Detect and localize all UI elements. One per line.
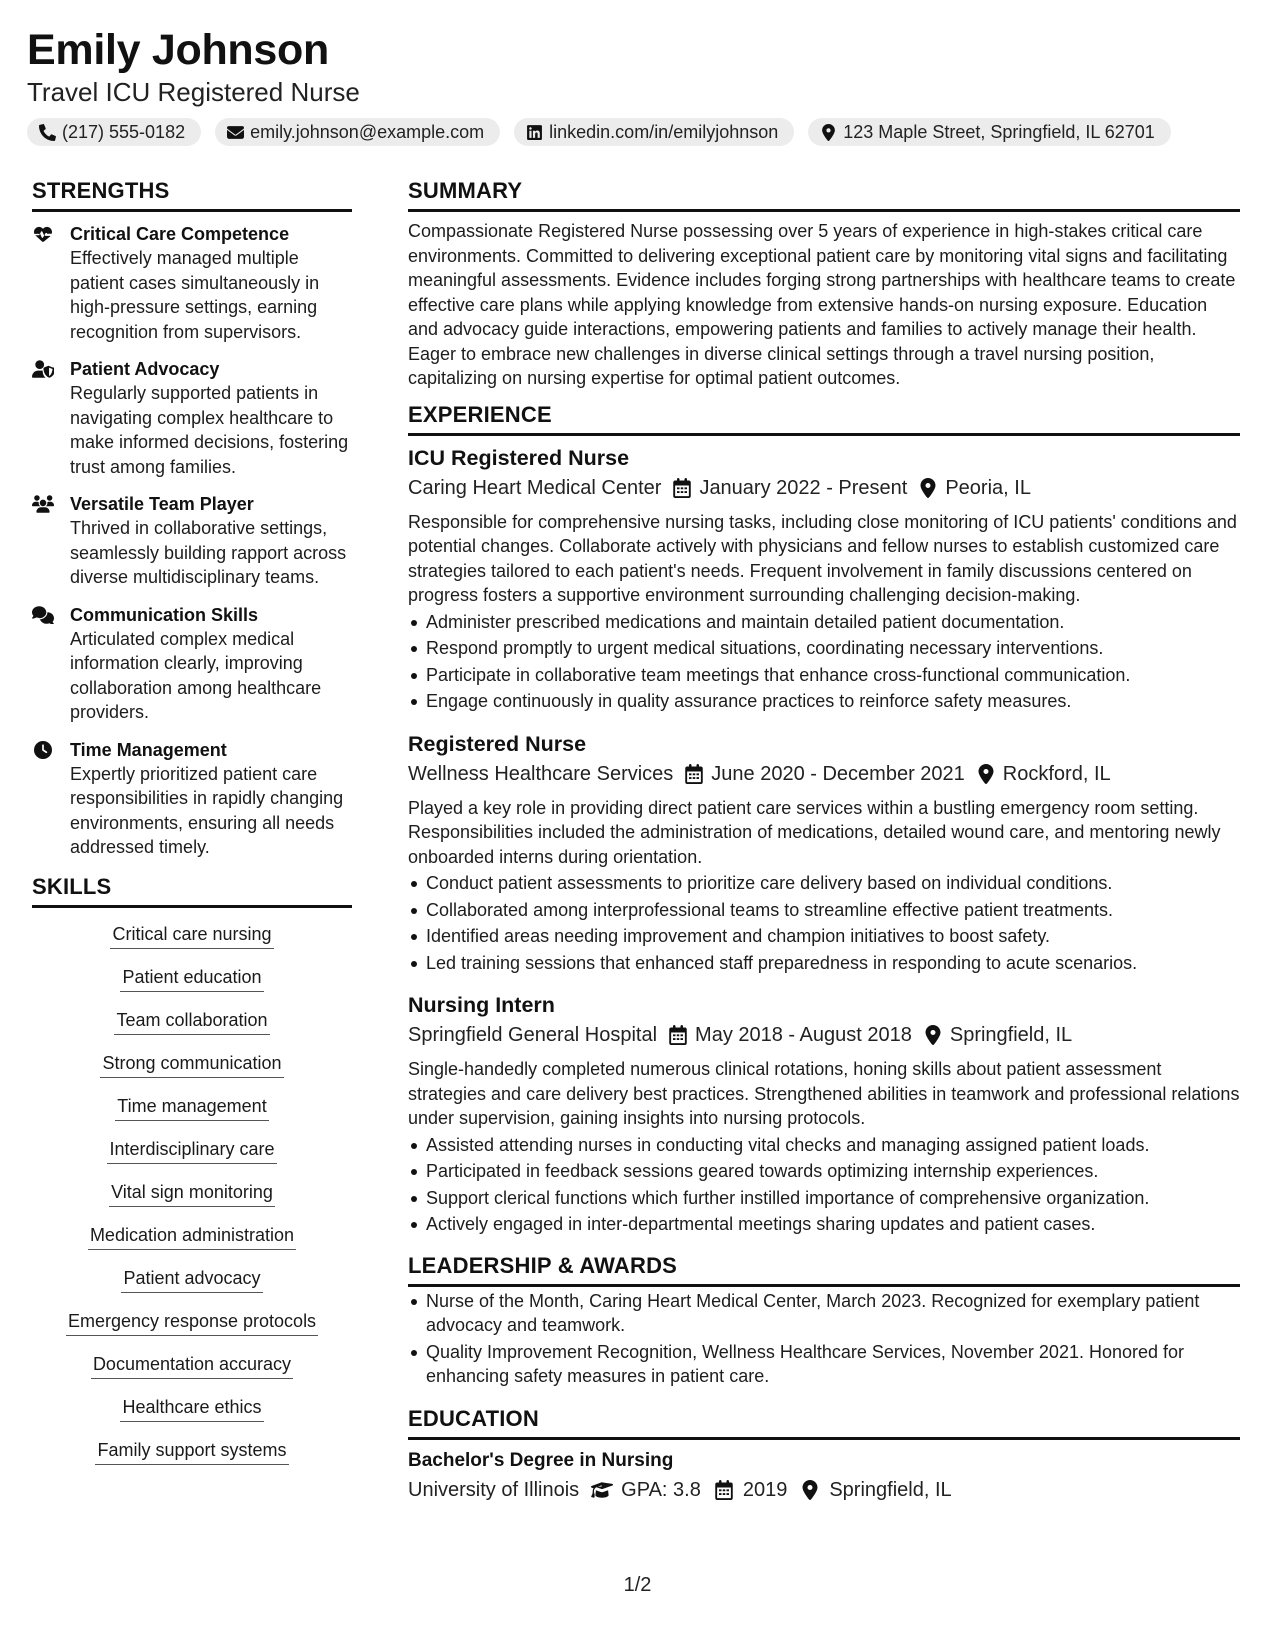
strength-title: Critical Care Competence	[70, 224, 290, 244]
awards-list	[408, 1289, 1240, 1389]
skill-tag: Emergency response protocols	[66, 1310, 318, 1336]
job-bullets	[408, 871, 1240, 975]
candidate-name: Emily Johnson	[27, 26, 329, 74]
strength-title: Patient Advocacy	[70, 359, 220, 379]
education-gpa: GPA: 3.8	[621, 1478, 701, 1501]
list-item: Identified areas needing improvement and champion initiatives to boost safety.	[408, 924, 1240, 949]
skill-tag: Strong communication	[100, 1052, 283, 1078]
calendar-icon	[685, 764, 703, 784]
job-title: ICU Registered Nurse	[408, 445, 630, 470]
job-company: Wellness Healthcare Services	[408, 762, 674, 785]
contact-phone[interactable]	[27, 118, 201, 146]
contact-address[interactable]	[808, 118, 1171, 146]
location-pin-icon	[919, 478, 937, 498]
list-item: Participate in collaborative team meetings that enhance cross-functional communication.	[408, 663, 1240, 688]
strength-title: Time Management	[70, 739, 227, 760]
linkedin-icon	[526, 124, 543, 141]
job-description: Played a key role in providing direct patient care services within a bustling emergency room setting. Responsibilities included the administration of medications, detailed wound care, and mentoring newly onboarded interns during orientation.	[408, 797, 1221, 867]
skill-tag: Patient education	[120, 966, 263, 992]
skills-heading: SKILLS	[32, 873, 352, 908]
skill-tag: Critical care nursing	[110, 923, 273, 949]
contact-address-text: 123 Maple Street, Springfield, IL 62701	[843, 121, 1155, 142]
skill-tag: Medication administration	[88, 1224, 296, 1250]
skill-tag: Family support systems	[95, 1439, 288, 1465]
skill-tag: Patient advocacy	[121, 1267, 262, 1293]
skill-tag: Time management	[115, 1095, 268, 1121]
strength-title: Communication Skills	[70, 604, 259, 625]
list-item: Respond promptly to urgent medical situations, coordinating necessary interventions.	[408, 636, 1240, 661]
education-degree: Bachelor's Degree in Nursing	[408, 1449, 674, 1471]
clock-icon	[32, 741, 54, 759]
education-year: 2019	[742, 1478, 788, 1501]
strength-desc: Effectively managed multiple patient cases simultaneously in high-pressure settings, earning recognition from supervisors.	[70, 248, 320, 342]
calendar-icon	[669, 1025, 687, 1045]
users-icon	[32, 495, 54, 513]
job-dates: June 2020 - December 2021	[711, 762, 965, 785]
list-item: Actively engaged in inter-departmental meetings sharing updates and patient cases.	[408, 1212, 1240, 1237]
skill-tag: Documentation accuracy	[91, 1353, 293, 1379]
leadership-heading: LEADERSHIP & AWARDS	[408, 1252, 1240, 1287]
job-meta	[408, 1021, 1240, 1049]
job-location: Springfield, IL	[949, 1024, 1073, 1046]
education-heading: EDUCATION	[408, 1405, 1240, 1440]
job-description: Single-handedly completed numerous clinical rotations, honing skills about patient assessment strategies and care delivery best practices. Strengthened abilities in teamwork and professional relations under supervision, gaining insights into nursing protocols.	[408, 1059, 1240, 1128]
heartbeat-icon	[32, 225, 54, 243]
candidate-title: Travel ICU Registered Nurse	[27, 77, 360, 107]
calendar-icon	[673, 478, 691, 498]
list-item: Assisted attending nurses in conducting vital checks and managing assigned patient loads.	[408, 1133, 1240, 1158]
strength-desc: Regularly supported patients in navigating complex healthcare to make informed decisions, fostering trust among families.	[70, 383, 349, 477]
strength-desc: Expertly prioritized patient care responsibilities in rapidly changing environments, ensuring all needs addressed timely.	[70, 763, 344, 857]
experience-section	[408, 401, 1240, 1237]
strength-item	[32, 222, 352, 344]
list-item: Collaborated among interprofessional teams to streamline effective patient treatments.	[408, 898, 1240, 923]
job-bullets	[408, 1133, 1240, 1237]
job-title: Nursing Intern	[408, 993, 555, 1017]
resume-header	[27, 24, 1247, 146]
list-item: Nurse of the Month, Caring Heart Medical Center, March 2023. Recognized for exemplary patient advocacy and teamwork.	[408, 1289, 1240, 1338]
strength-desc: Thrived in collaborative settings, seamlessly building rapport across diverse multidisciplinary teams.	[70, 518, 347, 587]
strengths-heading: STRENGTHS	[32, 177, 352, 212]
skill-tag: Healthcare ethics	[120, 1396, 263, 1422]
skills-list	[32, 923, 352, 1482]
strength-item	[32, 492, 352, 590]
user-shield-icon	[32, 360, 54, 378]
strengths-list	[32, 222, 352, 860]
job-company: Springfield General Hospital	[408, 1024, 658, 1046]
job-dates: January 2022 - Present	[699, 476, 908, 499]
list-item: Conduct patient assessments to prioritize care delivery based on individual conditions.	[408, 871, 1240, 896]
strength-desc: Articulated complex medical information clearly, improving collaboration among healthcare providers.	[70, 628, 322, 722]
job-location: Peoria, IL	[945, 476, 1031, 499]
job-entry	[408, 730, 1240, 976]
job-location: Rockford, IL	[1002, 762, 1111, 785]
job-bullets	[408, 610, 1240, 714]
job-company: Caring Heart Medical Center	[408, 476, 662, 499]
phone-icon	[39, 124, 56, 141]
experience-heading: EXPERIENCE	[408, 401, 1240, 436]
job-dates: May 2018 - August 2018	[695, 1024, 912, 1046]
summary-text: Compassionate Registered Nurse possessing over 5 years of experience in high-stakes critical care environments. Committed to delivering exceptional patient care by monitoring vital signs and facilitating meaningful assessments. Evidence includes forging strong partnerships with healthcare teams to create effective care plans while applying knowledge from extensive hands-on nursing exposure. Education and advocacy guide interactions, empowering patients and families to actively manage their health. Eager to embrace new challenges in diverse clinical settings through a travel nursing position, capitalizing on nursing expertise for optimal patient outcomes.	[408, 221, 1236, 388]
contact-email[interactable]	[215, 118, 500, 146]
comments-icon	[32, 606, 54, 624]
job-title: Registered Nurse	[408, 731, 587, 756]
list-item: Engage continuously in quality assurance practices to reinforce safety measures.	[408, 689, 1240, 714]
strength-item	[32, 603, 352, 725]
contact-phone-text: (217) 555-0182	[62, 121, 186, 142]
education-location: Springfield, IL	[829, 1478, 952, 1501]
list-item: Administer prescribed medications and maintain detailed patient documentation.	[408, 610, 1240, 635]
skill-tag: Interdisciplinary care	[107, 1138, 276, 1164]
education-school: University of Illinois	[408, 1478, 580, 1501]
contact-email-text: emily.johnson@example.com	[250, 121, 485, 142]
calendar-icon	[713, 1480, 735, 1500]
page-number: 1/2	[623, 1574, 652, 1596]
list-item: Quality Improvement Recognition, Wellness Healthcare Services, November 2021. Honored for enhancing safety measures in patient care.	[408, 1340, 1240, 1389]
job-meta	[408, 474, 1240, 502]
strength-item	[32, 738, 352, 860]
list-item: Led training sessions that enhanced staff preparedness in responding to acute scenarios.	[408, 951, 1240, 976]
envelope-icon	[227, 124, 244, 141]
list-item: Support clerical functions which further instilled importance of comprehensive organization.	[408, 1186, 1240, 1211]
contact-linkedin[interactable]	[514, 118, 794, 146]
list-item: Participated in feedback sessions geared towards optimizing internship experiences.	[408, 1159, 1240, 1184]
skill-tag: Vital sign monitoring	[109, 1181, 275, 1207]
education-meta	[408, 1476, 1240, 1504]
skill-tag: Team collaboration	[114, 1009, 269, 1035]
location-pin-icon	[977, 764, 995, 784]
job-description: Responsible for comprehensive nursing tasks, including close monitoring of ICU patients' conditions and potential changes. Collaborate actively with physicians and fellow nurses to establish customized care strategies tailored to each patient's needs. Frequent involvement in family discussions centered on progress fosters a supportive environment surrounding challenging decision-making.	[408, 511, 1237, 605]
job-entry	[408, 991, 1240, 1237]
left-column	[32, 177, 352, 1482]
contact-bar	[27, 118, 1247, 146]
strength-title: Versatile Team Player	[70, 494, 254, 514]
job-entry	[408, 444, 1240, 714]
location-pin-icon	[799, 1480, 821, 1500]
strength-item	[32, 357, 352, 479]
location-pin-icon	[820, 124, 837, 141]
location-pin-icon	[924, 1025, 942, 1045]
graduation-cap-icon	[591, 1480, 613, 1500]
education-section	[408, 1405, 1240, 1504]
leadership-section	[408, 1252, 1240, 1389]
job-meta	[408, 760, 1240, 788]
right-column	[408, 177, 1240, 1504]
contact-linkedin-text: linkedin.com/in/emilyjohnson	[549, 121, 779, 142]
summary-heading: SUMMARY	[408, 177, 1240, 212]
